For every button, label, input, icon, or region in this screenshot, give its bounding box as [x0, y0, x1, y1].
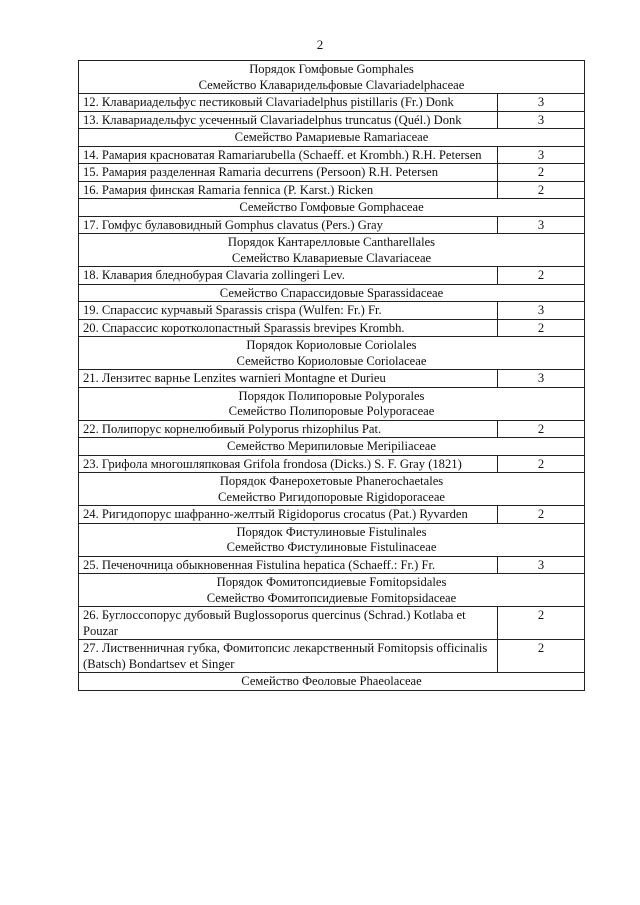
- species-name: 22. Полипорус корнелюбивый Polyporus rhizophilus Pat.: [79, 420, 498, 438]
- section-header-row: [79, 387, 585, 420]
- section-header-row: [79, 234, 585, 267]
- section-header-line: Семейство Феоловые Phaeolaceae: [241, 674, 422, 688]
- section-header-line: Порядок Кориоловые Coriolales: [246, 338, 417, 352]
- species-name: 18. Клавария бледнобурая Clavaria zollingeri Lev.: [79, 267, 498, 285]
- section-header-line: Порядок Фистулиновые Fistulinales: [236, 524, 427, 539]
- species-name: 14. Рамария красноватая Ramariarubella (Schaeff. et Krombh.) R.H. Petersen: [79, 146, 498, 164]
- rarity-category: 2: [498, 607, 585, 640]
- section-header: [79, 129, 585, 147]
- section-header-row: [79, 438, 585, 456]
- section-header-row: [79, 284, 585, 302]
- species-name: 21. Лензитес варнье Lenzites warnieri Montagne et Durieu: [79, 370, 498, 388]
- section-header-line: Семейство Клаваридельфовые Clavariadelphaceae: [198, 77, 465, 92]
- species-table: [78, 60, 585, 691]
- rarity-category: 2: [498, 506, 585, 524]
- species-row: [79, 370, 585, 388]
- section-header: [79, 199, 585, 217]
- section-header-line: Семейство Рамариевые Ramariaceae: [234, 130, 429, 144]
- rarity-category: 3: [498, 94, 585, 112]
- species-row: [79, 216, 585, 234]
- rarity-category: 2: [498, 640, 585, 673]
- section-header: [79, 234, 585, 267]
- rarity-category: 2: [498, 267, 585, 285]
- table-body: [79, 61, 585, 691]
- section-header-line: Порядок Фомитопсидиевые Fomitopsidales: [216, 575, 447, 589]
- section-header: [79, 523, 585, 556]
- species-name: 25. Печеночница обыкновенная Fistulina hepatica (Schaeff.: Fr.) Fr.: [79, 556, 498, 574]
- rarity-category: 2: [498, 181, 585, 199]
- species-name: 26. Буглоссопорус дубовый Buglossoporus quercinus (Schrad.) Kotlaba et Pouzar: [79, 607, 498, 640]
- section-header-line: Семейство Фомитопсидиевые Fomitopsidaceae: [206, 590, 457, 605]
- section-header: [79, 473, 585, 506]
- section-header-line: Семейство Кориоловые Coriolaceae: [236, 353, 427, 368]
- section-header: [79, 438, 585, 456]
- rarity-category: 2: [498, 455, 585, 473]
- rarity-category: 2: [498, 420, 585, 438]
- species-row: [79, 607, 585, 640]
- section-header-line: Семейство Полипоровые Polyporaceae: [228, 404, 435, 418]
- rarity-category: 3: [498, 302, 585, 320]
- species-row: [79, 267, 585, 285]
- species-name: 12. Клавариадельфус пестиковый Clavariadelphus pistillaris (Fr.) Donk: [79, 94, 498, 112]
- section-header-line: Семейство Клавариевые Clavariaceae: [231, 250, 432, 265]
- rarity-category: 2: [498, 164, 585, 182]
- species-row: [79, 146, 585, 164]
- rarity-category: 3: [498, 216, 585, 234]
- rarity-category: 3: [498, 111, 585, 129]
- species-name: 19. Спарассис курчавый Sparassis crispa (Wulfen: Fr.) Fr.: [79, 302, 498, 320]
- section-header-line: Порядок Гомфовые Gomphales: [249, 62, 414, 76]
- section-header-row: [79, 199, 585, 217]
- species-row: [79, 181, 585, 199]
- species-name: 24. Ригидопорус шафранно-желтый Rigidoporus crocatus (Pat.) Ryvarden: [79, 506, 498, 524]
- section-header: [79, 61, 585, 94]
- species-row: [79, 420, 585, 438]
- section-header-row: [79, 523, 585, 556]
- rarity-category: 3: [498, 146, 585, 164]
- rarity-category: 3: [498, 370, 585, 388]
- section-header-line: Семейство Мерипиловые Meripiliaceae: [227, 439, 436, 453]
- page-number: 2: [316, 37, 324, 52]
- section-header-line: Порядок Полипоровые Polyporales: [238, 388, 425, 403]
- species-name: 16. Рамария финская Ramaria fennica (P. Karst.) Ricken: [79, 181, 498, 199]
- section-header-line: Семейство Спарассидовые Sparassidaceae: [219, 285, 444, 300]
- species-row: [79, 319, 585, 337]
- species-name: 13. Клавариадельфус усеченный Clavariadelphus truncatus (Quél.) Donk: [79, 111, 498, 129]
- section-header-row: [79, 337, 585, 370]
- section-header-line: Порядок Кантарелловые Cantharellales: [227, 235, 436, 249]
- species-row: [79, 111, 585, 129]
- species-row: [79, 640, 585, 673]
- species-name: 23. Грифола многошляпковая Grifola frondosa (Dicks.) S. F. Gray (1821): [79, 455, 498, 473]
- section-header-row: [79, 574, 585, 607]
- section-header: [79, 574, 585, 607]
- section-header: [79, 387, 585, 420]
- species-row: [79, 556, 585, 574]
- section-header: [79, 284, 585, 302]
- section-header-row: [79, 61, 585, 94]
- species-name: 27. Лиственничная губка, Фомитопсис лекарственный Fomitopsis officinalis (Batsch) Bondartsev et Singer: [79, 640, 498, 673]
- species-row: [79, 455, 585, 473]
- section-header-line: Семейство Гомфовые Gomphaceae: [239, 200, 424, 214]
- rarity-category: 3: [498, 556, 585, 574]
- section-header-row: [79, 473, 585, 506]
- section-header-row: [79, 673, 585, 691]
- species-name: 20. Спарассис коротколопастный Sparassis brevipes Krombh.: [79, 319, 498, 337]
- rarity-category: 2: [498, 319, 585, 337]
- section-header: [79, 673, 585, 691]
- species-name: 17. Гомфус булавовидный Gomphus clavatus (Pers.) Gray: [79, 216, 498, 234]
- species-row: [79, 302, 585, 320]
- section-header-line: Порядок Фанерохетовые Phanerochaetales: [219, 474, 444, 488]
- species-row: [79, 506, 585, 524]
- section-header-line: Семейство Фистулиновые Fistulinaceae: [226, 540, 437, 554]
- section-header-row: [79, 129, 585, 147]
- species-row: [79, 164, 585, 182]
- section-header: [79, 337, 585, 370]
- species-name: 15. Рамария разделенная Ramaria decurrens (Persoon) R.H. Petersen: [79, 164, 498, 182]
- section-header-line: Семейство Ригидопоровые Rigidoporaceae: [218, 489, 445, 504]
- species-row: [79, 94, 585, 112]
